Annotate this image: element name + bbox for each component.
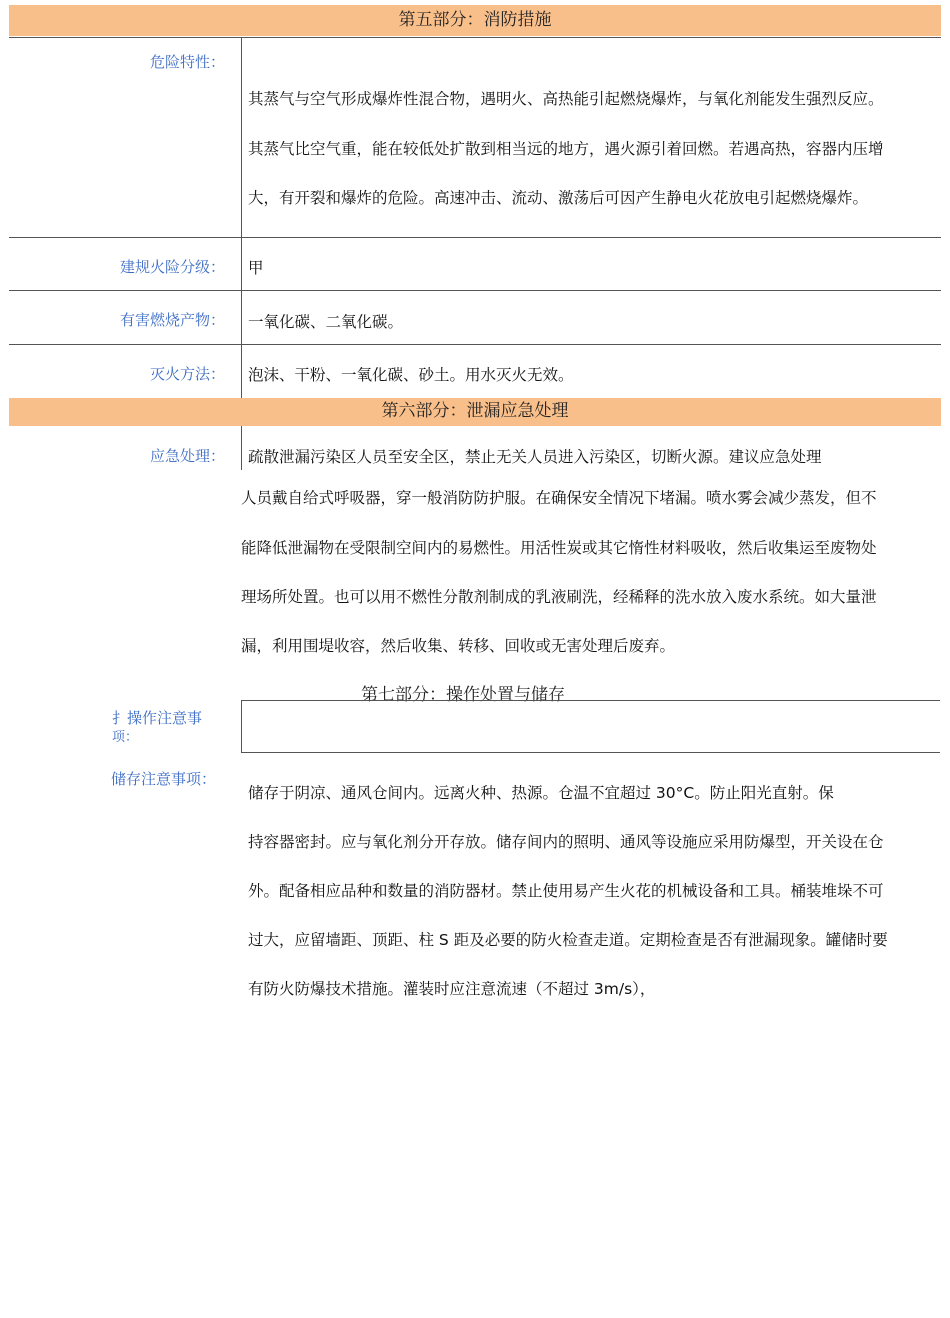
- extinguish-label: 灭火方法：: [149, 365, 225, 383]
- section6-header: [9, 398, 941, 426]
- emergency-line: 疏散泄漏污染区人员至安全区，禁止无关人员进入污染区，切断火源。建议应急处理: [248, 448, 822, 466]
- hazard-line: 其蒸气与空气形成爆炸性混合物，遇明火、高热能引起燃烧爆炸，与氧化剂能发生强烈反应。: [248, 90, 884, 108]
- combustion-value: 一氧化碳、二氧化碳。: [248, 313, 404, 331]
- storage-line: 储存于阴凉、通风仓间内。远离火种、热源。仓温不宜超过 30°C。防止阳光直射。保: [248, 784, 834, 802]
- divider: [9, 37, 941, 38]
- fire-class-value: 甲: [248, 259, 264, 277]
- combustion-label: 有害燃烧产物：: [119, 311, 225, 329]
- storage-line: 外。配备相应品种和数量的消防器材。禁止使用易产生火花的机械设备和工具。桶装堆垛不可: [248, 882, 884, 900]
- section7-title: 第七部分：操作处置与储存: [361, 685, 565, 705]
- emergency-line: 人员戴自给式呼吸器，穿一般消防防护服。在确保安全情况下堵漏。喷水雾会减少蒸发，但不: [241, 489, 877, 507]
- section5-header: [9, 5, 941, 36]
- hazard-label: 危险特性：: [149, 53, 225, 71]
- extinguish-value: 泡沫、干粉、一氧化碳、砂土。用水灭火无效。: [248, 366, 574, 384]
- storage-line: 持容器密封。应与氧化剂分开存放。储存间内的照明、通风等设施应采用防爆型，开关设在仓: [248, 833, 884, 851]
- hazard-line: 大，有开裂和爆炸的危险。高速冲击、流动、激荡后可因产生静电火花放电引起燃烧爆炸。: [248, 189, 869, 207]
- storage-label: 储存注意事项：: [111, 770, 217, 788]
- divider: [241, 426, 242, 470]
- emergency-line: 能降低泄漏物在受限制空间内的易燃性。用活性炭或其它惰性材料吸收，然后收集运至废物处: [241, 539, 877, 557]
- operation-box: [241, 700, 940, 753]
- hazard-line: 其蒸气比空气重，能在较低处扩散到相当远的地方，遇火源引着回燃。若遇高热，容器内压增: [248, 140, 884, 158]
- emergency-label: 应急处理：: [149, 447, 225, 465]
- operation-label-line: 扌操作注意事: [112, 709, 203, 727]
- emergency-line: 理场所处置。也可以用不燃性分散剂制成的乳液刷洗，经稀释的洗水放入废水系统。如大量泄: [241, 588, 877, 606]
- section5-title: 第五部分：消防措施: [398, 10, 552, 30]
- storage-line: 过大，应留墙距、顶距、柱 S 距及必要的防火检查走道。定期检查是否有泄漏现象。罐储时要: [248, 931, 888, 949]
- operation-label: [112, 709, 202, 747]
- divider: [9, 237, 941, 238]
- divider: [9, 290, 941, 291]
- operation-label-line: 项：: [112, 730, 139, 745]
- fire-class-label: 建规火险分级：: [119, 258, 225, 276]
- storage-line: 有防火防爆技术措施。灌装时应注意流速（不超过 3m/s），: [248, 980, 656, 998]
- section6-title: 第六部分：泄漏应急处理: [381, 401, 569, 421]
- divider: [9, 344, 941, 345]
- emergency-line: 漏，利用围堤收容，然后收集、转移、回收或无害处理后废弃。: [241, 637, 676, 655]
